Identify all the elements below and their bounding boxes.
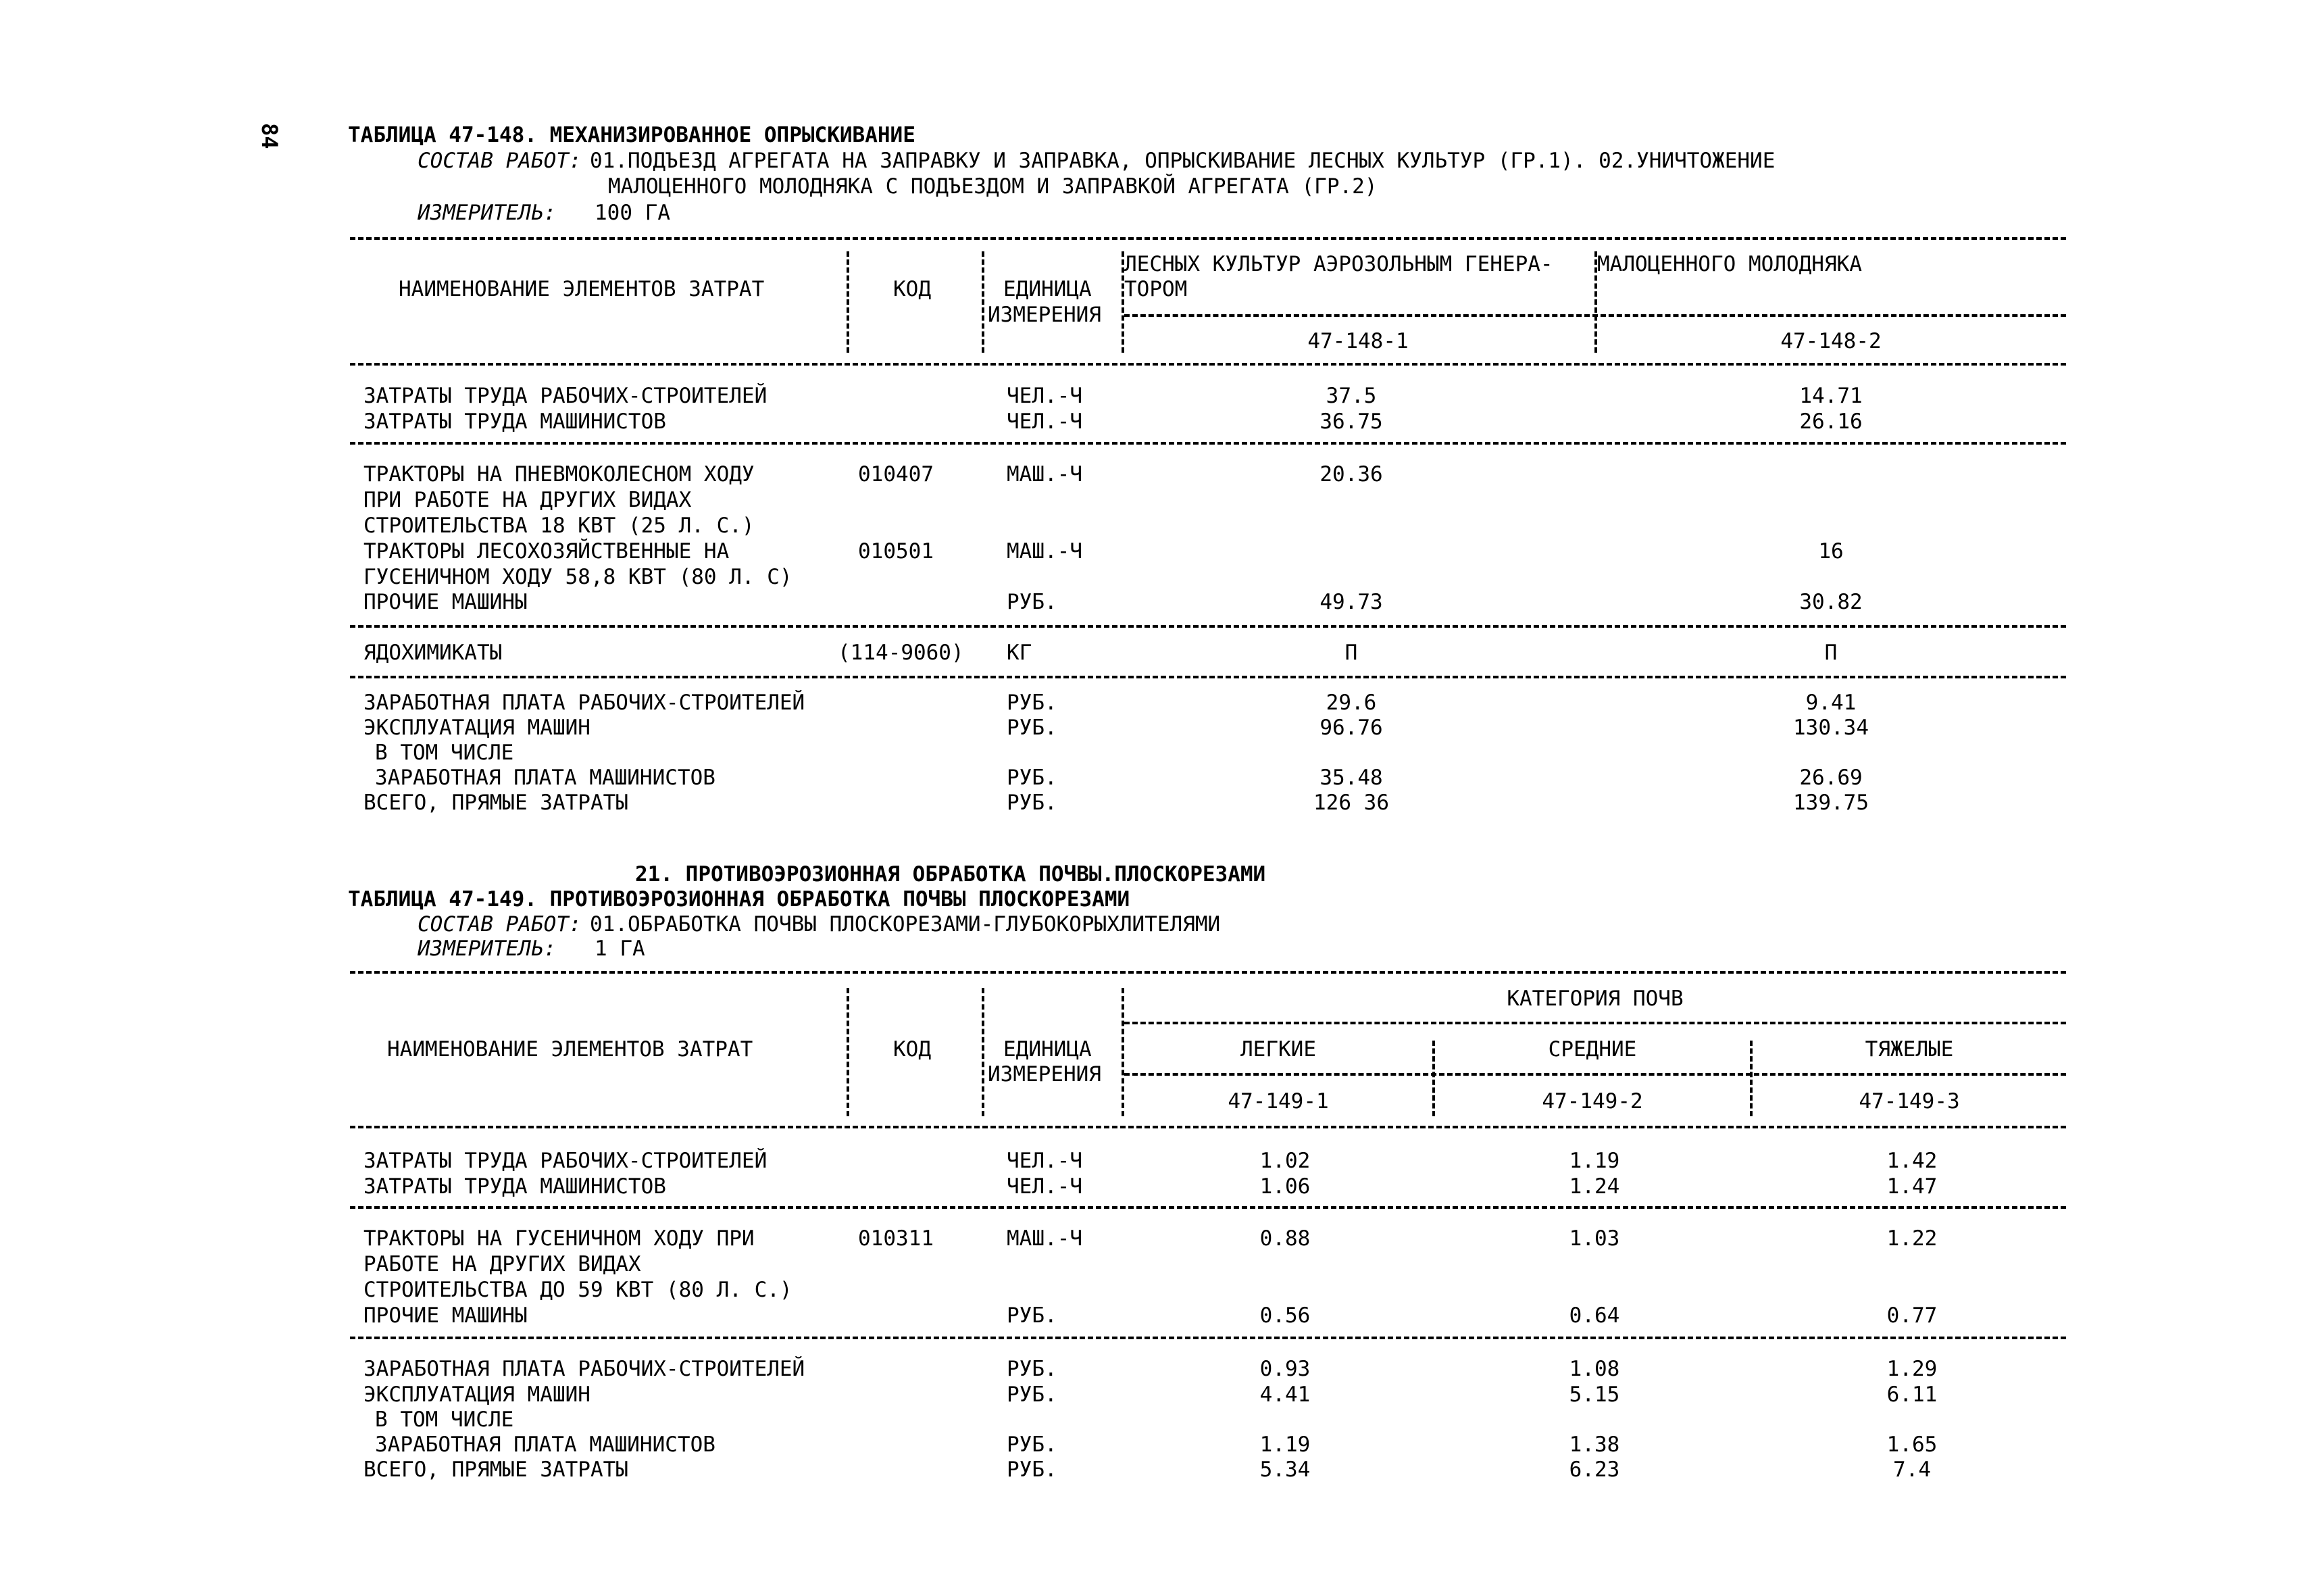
row-name: ПРОЧИЕ МАШИНЫ <box>363 590 528 614</box>
row-name: ТРАКТОРЫ НА ПНЕВМОКОЛЕСНОМ ХОДУ <box>363 462 755 487</box>
row-name: ЗАТРАТЫ ТРУДА РАБОЧИХ-СТРОИТЕЛЕЙ <box>363 384 768 408</box>
row-value-1: 36.75 <box>1319 409 1383 434</box>
row-value-2: 130.34 <box>1793 716 1869 740</box>
row-value-3: 6.11 <box>1886 1382 1938 1407</box>
section-title: 21. ПРОТИВОЭРОЗИОННАЯ ОБРАБОТКА ПОЧВЫ.ПЛОСКОРЕЗАМИ <box>635 862 1266 887</box>
row-unit: МАШ.-Ч <box>1007 539 1082 564</box>
table-1-group-rule <box>350 442 2066 445</box>
row-name: ЭКСПЛУАТАЦИЯ МАШИН <box>363 716 590 740</box>
row-name: В ТОМ ЧИСЛЕ <box>375 741 514 765</box>
table-1-header-code: КОД <box>893 277 931 301</box>
row-name: СТРОИТЕЛЬСТВА ДО 59 КВТ (80 Л. С.) <box>363 1278 793 1302</box>
row-name: В ТОМ ЧИСЛЕ <box>375 1407 514 1432</box>
row-name: ЗАРАБОТНАЯ ПЛАТА РАБОЧИХ-СТРОИТЕЛЕЙ <box>363 1357 805 1381</box>
row-value-2: 1.03 <box>1569 1226 1620 1251</box>
table-2-header-code-1: 47-149-1 <box>1228 1089 1329 1114</box>
row-name: ГУСЕНИЧНОМ ХОДУ 58,8 КВТ (80 Л. С) <box>363 565 793 589</box>
table-2-measure-label: ИЗМЕРИТЕЛЬ: <box>418 937 557 961</box>
table-2-header-group: КАТЕГОРИЯ ПОЧВ <box>1507 987 1684 1011</box>
table-2-header-col-2: СРЕДНИЕ <box>1548 1037 1637 1062</box>
row-unit: РУБ. <box>1007 1382 1057 1407</box>
row-code: 010311 <box>858 1226 934 1251</box>
row-value-3: 1.42 <box>1886 1149 1938 1173</box>
table-2-divider <box>982 988 984 1116</box>
row-name: ТРАКТОРЫ НА ГУСЕНИЧНОМ ХОДУ ПРИ <box>363 1226 755 1251</box>
row-unit: КГ <box>1007 641 1032 665</box>
row-value-2: 0.64 <box>1569 1303 1620 1328</box>
row-value-1: 5.34 <box>1259 1457 1311 1482</box>
row-name: ЭКСПЛУАТАЦИЯ МАШИН <box>363 1382 590 1407</box>
row-value-2: 139.75 <box>1793 791 1869 815</box>
row-code: (114-9060) <box>838 641 964 665</box>
table-2-header-unit-2: ИЗМЕРЕНИЯ <box>988 1062 1101 1087</box>
page-number: 84 <box>257 123 282 149</box>
table-1-header-unit-2: ИЗМЕРЕНИЯ <box>988 303 1101 327</box>
table-1-work-line-1: 01.ПОДЪЕЗД АГРЕГАТА НА ЗАПРАВКУ И ЗАПРАВКА, ОПРЫСКИВАНИЕ ЛЕСНЫХ КУЛЬТУР (ГР.1). 02.УНИЧТОЖЕНИЕ <box>590 149 1776 173</box>
row-name: ПРИ РАБОТЕ НА ДРУГИХ ВИДАХ <box>363 488 692 512</box>
row-unit: ЧЕЛ.-Ч <box>1007 1149 1082 1173</box>
table-1-header-bottom-rule <box>350 363 2066 366</box>
table-1-title: ТАБЛИЦА 47-148. МЕХАНИЗИРОВАННОЕ ОПРЫСКИВАНИЕ <box>348 123 915 147</box>
row-unit: РУБ. <box>1007 590 1057 614</box>
table-2-group-rule <box>350 1206 2066 1209</box>
row-value-2: 1.19 <box>1569 1149 1620 1173</box>
row-value-1: 0.88 <box>1259 1226 1311 1251</box>
row-value-2: 1.08 <box>1569 1357 1620 1381</box>
row-value-2: 1.24 <box>1569 1174 1620 1199</box>
row-value-2: 6.23 <box>1569 1457 1620 1482</box>
row-value-3: 1.47 <box>1886 1174 1938 1199</box>
table-2-measure-value: 1 ГА <box>595 937 645 961</box>
row-value-1: 29.6 <box>1326 691 1377 715</box>
row-name: СТРОИТЕЛЬСТВА 18 КВТ (25 Л. С.) <box>363 514 755 538</box>
row-name: ТРАКТОРЫ ЛЕСОХОЗЯЙСТВЕННЫЕ НА <box>363 539 730 564</box>
row-code: 010407 <box>858 462 934 487</box>
table-1-header-code-2: 47-148-2 <box>1780 329 1882 353</box>
row-value-3: 0.77 <box>1886 1303 1938 1328</box>
table-2-header-sub-rule-2 <box>1124 1073 2066 1076</box>
row-name: РАБОТЕ НА ДРУГИХ ВИДАХ <box>363 1252 641 1276</box>
table-1-header-sub-rule <box>1124 314 2066 317</box>
table-2-header-col-3: ТЯЖЕЛЫЕ <box>1865 1037 1954 1062</box>
table-2-header-code-3: 47-149-3 <box>1859 1089 1960 1114</box>
table-1-measure-label: ИЗМЕРИТЕЛЬ: <box>418 201 557 225</box>
row-name: ВСЕГО, ПРЯМЫЕ ЗАТРАТЫ <box>363 1457 628 1482</box>
row-name: ЯДОХИМИКАТЫ <box>363 641 503 665</box>
table-1-group-rule <box>350 676 2066 678</box>
table-2-title: ТАБЛИЦА 47-149. ПРОТИВОЭРОЗИОННАЯ ОБРАБОТКА ПОЧВЫ ПЛОСКОРЕЗАМИ <box>348 887 1130 912</box>
row-unit: ЧЕЛ.-Ч <box>1007 1174 1082 1199</box>
row-unit: ЧЕЛ.-Ч <box>1007 384 1082 408</box>
table-1-header-unit: ЕДИНИЦА <box>1003 277 1092 301</box>
table-1-measure-value: 100 ГА <box>595 201 670 225</box>
row-value-2: 9.41 <box>1805 691 1857 715</box>
row-value-2: 5.15 <box>1569 1382 1620 1407</box>
table-2-header-unit: ЕДИНИЦА <box>1003 1037 1092 1062</box>
table-2-header-code: КОД <box>893 1037 931 1062</box>
row-unit: РУБ. <box>1007 1303 1057 1328</box>
table-2-divider <box>847 988 849 1116</box>
row-value-2: 26.69 <box>1799 766 1863 790</box>
row-value-2: 26.16 <box>1799 409 1863 434</box>
table-2-work-line-1: 01.ОБРАБОТКА ПОЧВЫ ПЛОСКОРЕЗАМИ-ГЛУБОКОРЫХЛИТЕЛЯМИ <box>590 912 1221 937</box>
row-unit: РУБ. <box>1007 766 1057 790</box>
row-value-3: 1.29 <box>1886 1357 1938 1381</box>
row-value-1: 37.5 <box>1326 384 1377 408</box>
table-2-group-rule <box>350 1337 2066 1339</box>
table-1-work-label: СОСТАВ РАБОТ: <box>418 149 582 173</box>
table-2-header-col-1: ЛЕГКИЕ <box>1240 1037 1316 1062</box>
table-1-divider <box>982 251 984 353</box>
row-name: ЗАРАБОТНАЯ ПЛАТА РАБОЧИХ-СТРОИТЕЛЕЙ <box>363 691 805 715</box>
table-2-top-rule <box>350 971 2066 974</box>
row-unit: РУБ. <box>1007 1357 1057 1381</box>
row-name: ЗАТРАТЫ ТРУДА РАБОЧИХ-СТРОИТЕЛЕЙ <box>363 1149 768 1173</box>
row-name: ЗАРАБОТНАЯ ПЛАТА МАШИНИСТОВ <box>375 766 715 790</box>
row-value-1: 35.48 <box>1319 766 1383 790</box>
row-name: ЗАТРАТЫ ТРУДА МАШИНИСТОВ <box>363 409 666 434</box>
row-value-2: 1.38 <box>1569 1432 1620 1457</box>
table-1-work-line-2: МАЛОЦЕННОГО МОЛОДНЯКА С ПОДЪЕЗДОМ И ЗАПРАВКОЙ АГРЕГАТА (ГР.2) <box>608 174 1378 199</box>
table-1-top-rule <box>350 237 2066 240</box>
row-value-1: 126 36 <box>1313 791 1389 815</box>
row-unit: РУБ. <box>1007 1457 1057 1482</box>
row-unit: РУБ. <box>1007 791 1057 815</box>
row-value-3: 7.4 <box>1893 1457 1931 1482</box>
table-2-header-bottom-rule <box>350 1126 2066 1128</box>
row-name: ЗАТРАТЫ ТРУДА МАШИНИСТОВ <box>363 1174 666 1199</box>
table-2-work-label: СОСТАВ РАБОТ: <box>418 912 582 937</box>
row-value-1: П <box>1344 641 1358 665</box>
row-value-3: 1.65 <box>1886 1432 1938 1457</box>
row-value-3: 1.22 <box>1886 1226 1938 1251</box>
row-code: 010501 <box>858 539 934 564</box>
table-2-header-name: НАИМЕНОВАНИЕ ЭЛЕМЕНТОВ ЗАТРАТ <box>387 1037 753 1062</box>
table-1-group-rule <box>350 625 2066 628</box>
row-unit: МАШ.-Ч <box>1007 462 1082 487</box>
row-value-1: 20.36 <box>1319 462 1383 487</box>
row-value-1: 49.73 <box>1319 590 1383 614</box>
row-value-2: 16 <box>1818 539 1844 564</box>
row-unit: МАШ.-Ч <box>1007 1226 1082 1251</box>
row-value-1: 0.56 <box>1259 1303 1311 1328</box>
row-value-1: 0.93 <box>1259 1357 1311 1381</box>
row-unit: ЧЕЛ.-Ч <box>1007 409 1082 434</box>
row-unit: РУБ. <box>1007 1432 1057 1457</box>
row-value-2: П <box>1824 641 1838 665</box>
row-name: ПРОЧИЕ МАШИНЫ <box>363 1303 528 1328</box>
row-value-2: 14.71 <box>1799 384 1863 408</box>
table-1-header-code-1: 47-148-1 <box>1307 329 1409 353</box>
table-1-header-col-1: ЛЕСНЫХ КУЛЬТУР АЭРОЗОЛЬНЫМ ГЕНЕРА- <box>1124 252 1553 276</box>
table-1-header-col-2: МАЛОЦЕННОГО МОЛОДНЯКА <box>1597 252 1862 276</box>
row-value-1: 4.41 <box>1259 1382 1311 1407</box>
row-unit: РУБ. <box>1007 691 1057 715</box>
row-value-2: 30.82 <box>1799 590 1863 614</box>
row-name: ВСЕГО, ПРЯМЫЕ ЗАТРАТЫ <box>363 791 628 815</box>
table-1-header-name: НАИМЕНОВАНИЕ ЭЛЕМЕНТОВ ЗАТРАТ <box>399 277 765 301</box>
row-value-1: 1.19 <box>1259 1432 1311 1457</box>
row-value-1: 96.76 <box>1319 716 1383 740</box>
table-2-header-sub-rule <box>1124 1022 2066 1024</box>
table-1-divider <box>847 251 849 353</box>
table-2-header-code-2: 47-149-2 <box>1542 1089 1643 1114</box>
row-unit: РУБ. <box>1007 716 1057 740</box>
row-value-1: 1.02 <box>1259 1149 1311 1173</box>
row-value-1: 1.06 <box>1259 1174 1311 1199</box>
table-1-header-col-1-line-2: ТОРОМ <box>1124 277 1188 301</box>
row-name: ЗАРАБОТНАЯ ПЛАТА МАШИНИСТОВ <box>375 1432 715 1457</box>
